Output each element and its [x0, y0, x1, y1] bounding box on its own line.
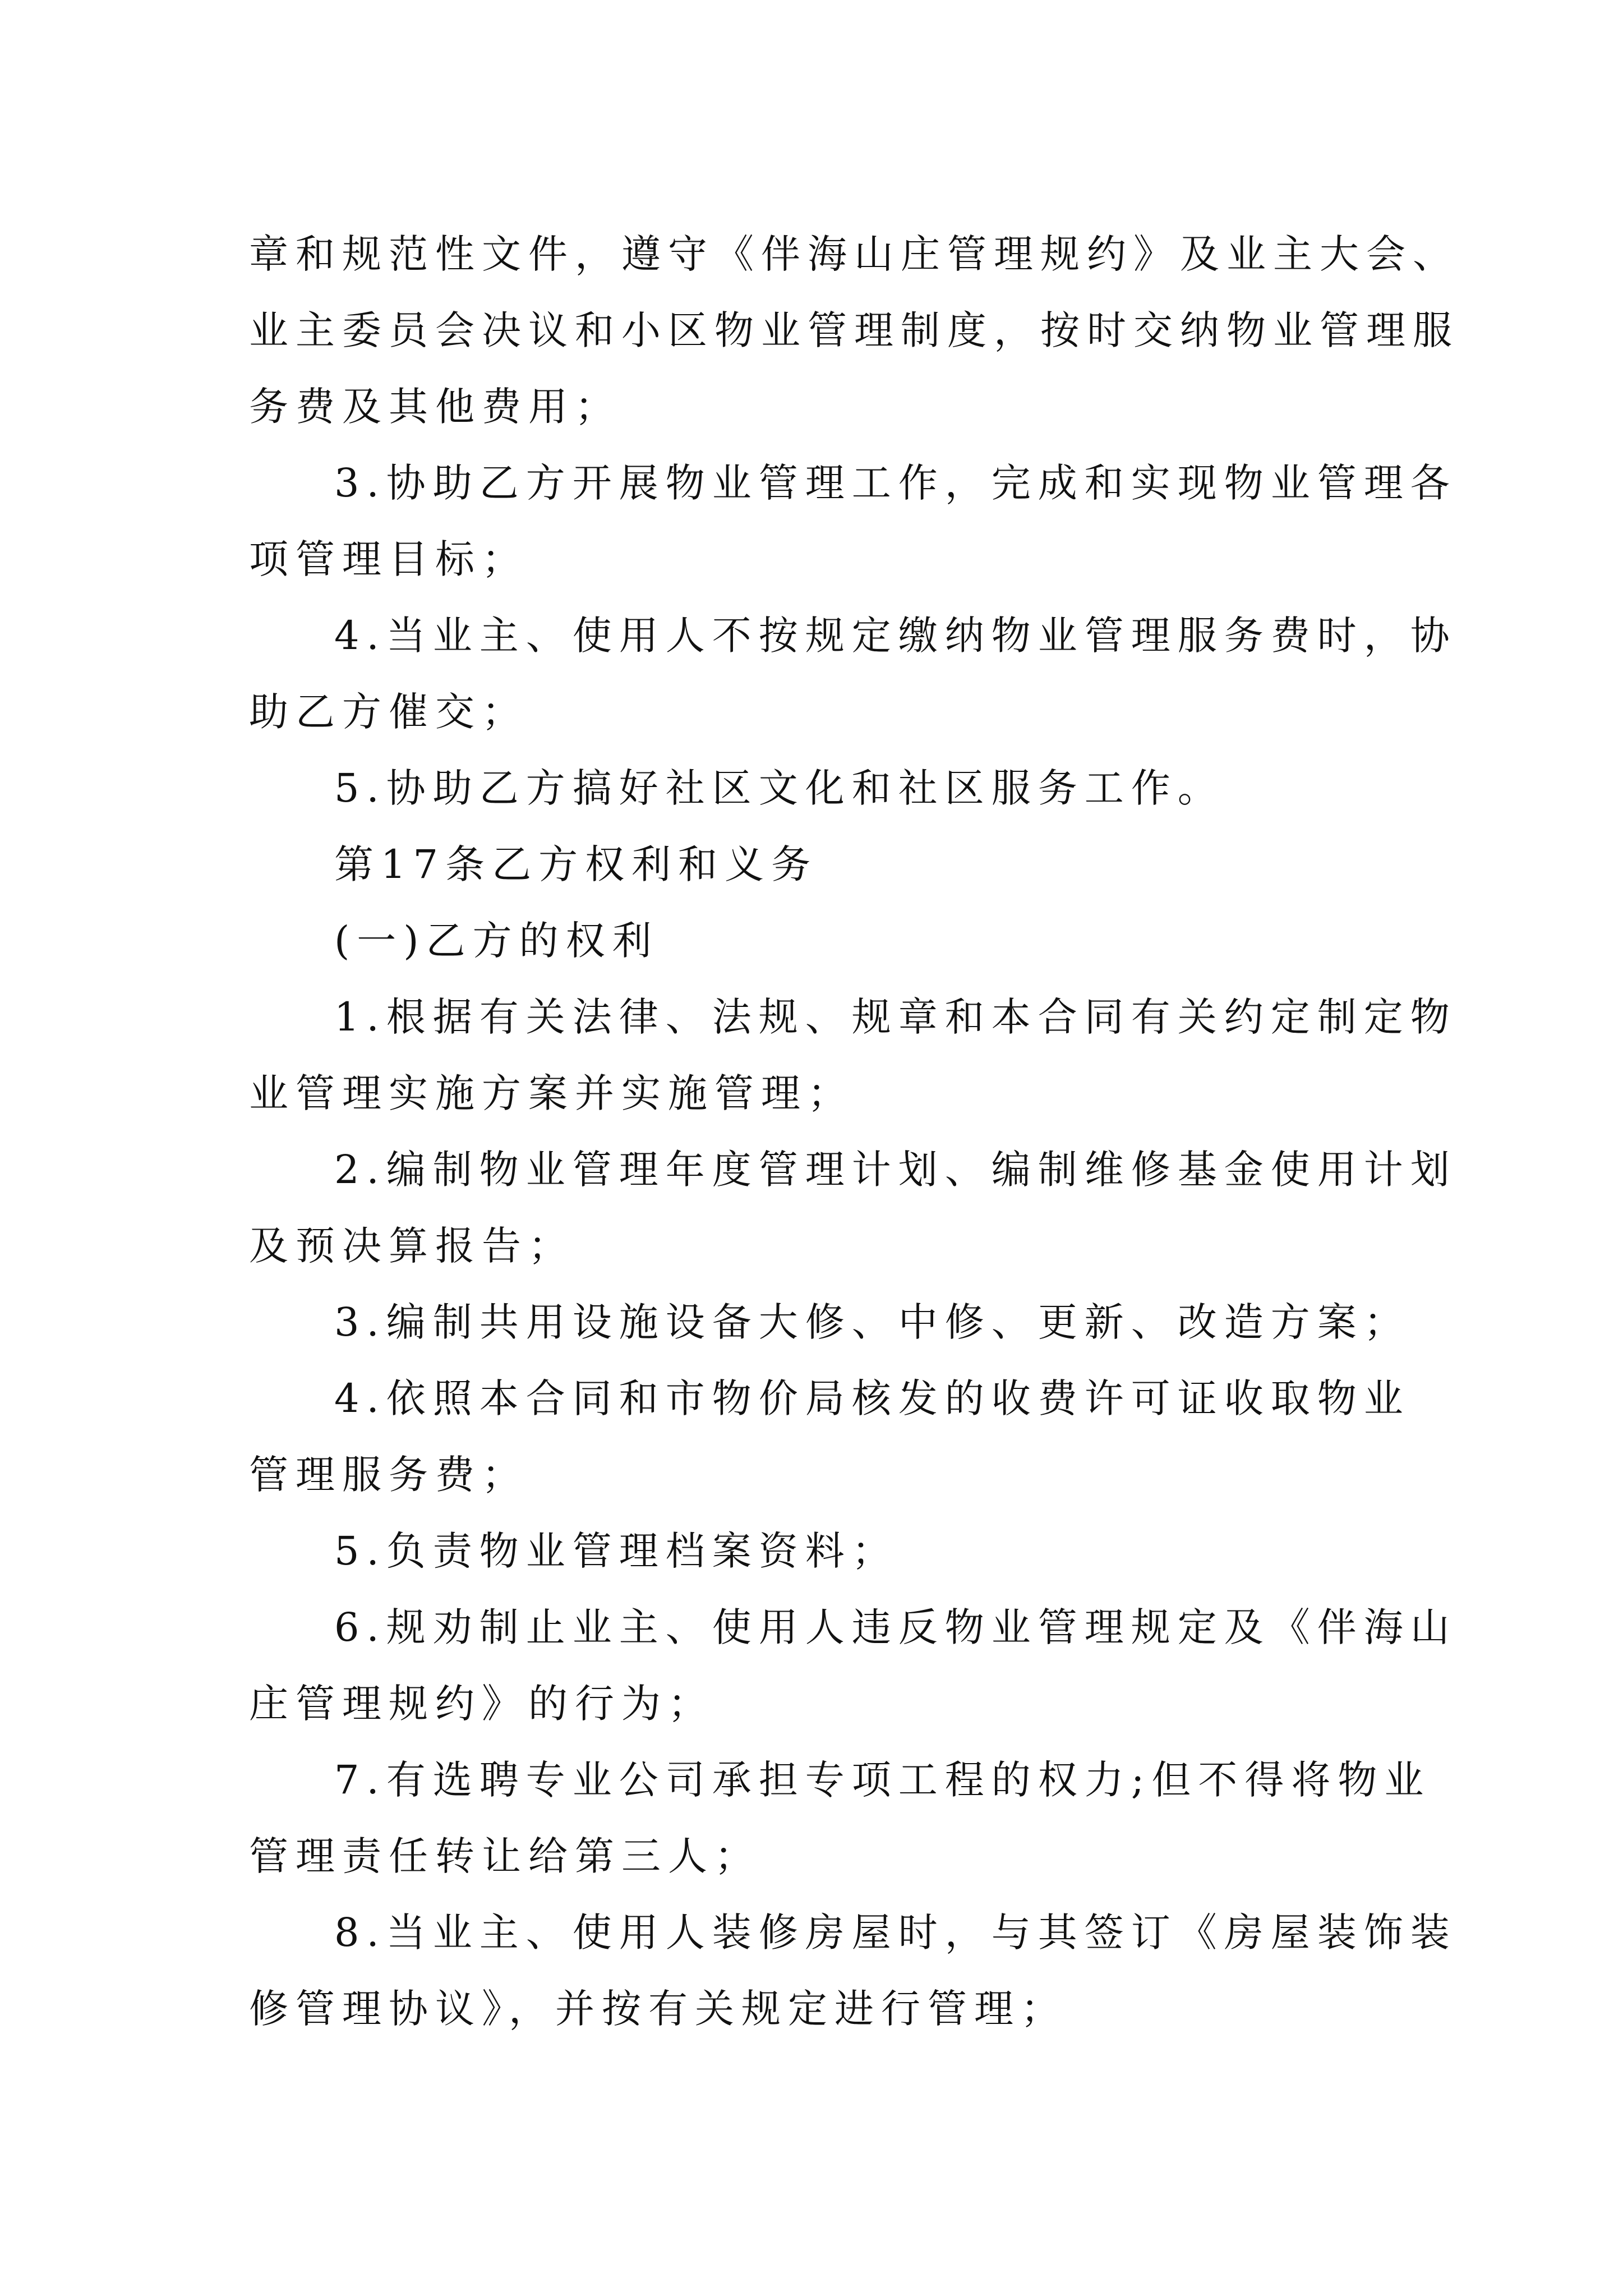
- text-line: 项管理目标；: [249, 536, 528, 582]
- text-line: 业主委员会决议和小区物业管理制度，按时交纳物业管理服: [249, 307, 1459, 353]
- text-line: 管理服务费；: [249, 1452, 528, 1498]
- text-line: 业管理实施方案并实施管理；: [249, 1070, 854, 1116]
- text-line: 修管理协议》，并按有关规定进行管理；: [249, 1986, 1067, 2032]
- text-line: 7.有选聘专业公司承担专项工程的权力;但不得将物业: [334, 1757, 1431, 1803]
- text-line: 6.规劝制止业主、使用人违反物业管理规定及《伴海山: [334, 1604, 1457, 1650]
- text-line: 4.依照本合同和市物价局核发的收费许可证收取物业: [334, 1375, 1410, 1421]
- text-line: 3.编制共用设施设备大修、中修、更新、改造方案；: [334, 1299, 1410, 1345]
- text-line: 章和规范性文件，遵守《伴海山庄管理规约》及业主大会、: [249, 231, 1459, 277]
- text-line: 管理责任转让给第三人；: [249, 1833, 761, 1879]
- text-line: 1.根据有关法律、法规、规章和本合同有关约定制定物: [334, 994, 1457, 1040]
- text-line: 8.当业主、使用人装修房屋时，与其签订《房屋装饰装: [334, 1910, 1457, 1955]
- text-line: 助乙方催交；: [249, 689, 528, 735]
- text-line: 庄管理规约》的行为；: [249, 1681, 714, 1727]
- text-line: 2.编制物业管理年度管理计划、编制维修基金使用计划: [334, 1147, 1457, 1193]
- subsection-heading: (一)乙方的权利: [334, 918, 659, 964]
- document-body: [249, 216, 1459, 2047]
- text-line: 务费及其他费用；: [249, 384, 621, 430]
- text-line: 及预决算报告；: [249, 1223, 575, 1269]
- section-heading: 第17条乙方权利和义务: [334, 841, 818, 887]
- text-line: 5.负责物业管理档案资料；: [334, 1528, 898, 1574]
- text-line: 5.协助乙方搞好社区文化和社区服务工作。: [334, 765, 1224, 811]
- text-line: 4.当业主、使用人不按规定缴纳物业管理服务费时，协: [334, 613, 1457, 659]
- text-line: 3.协助乙方开展物业管理工作，完成和实现物业管理各: [334, 460, 1457, 506]
